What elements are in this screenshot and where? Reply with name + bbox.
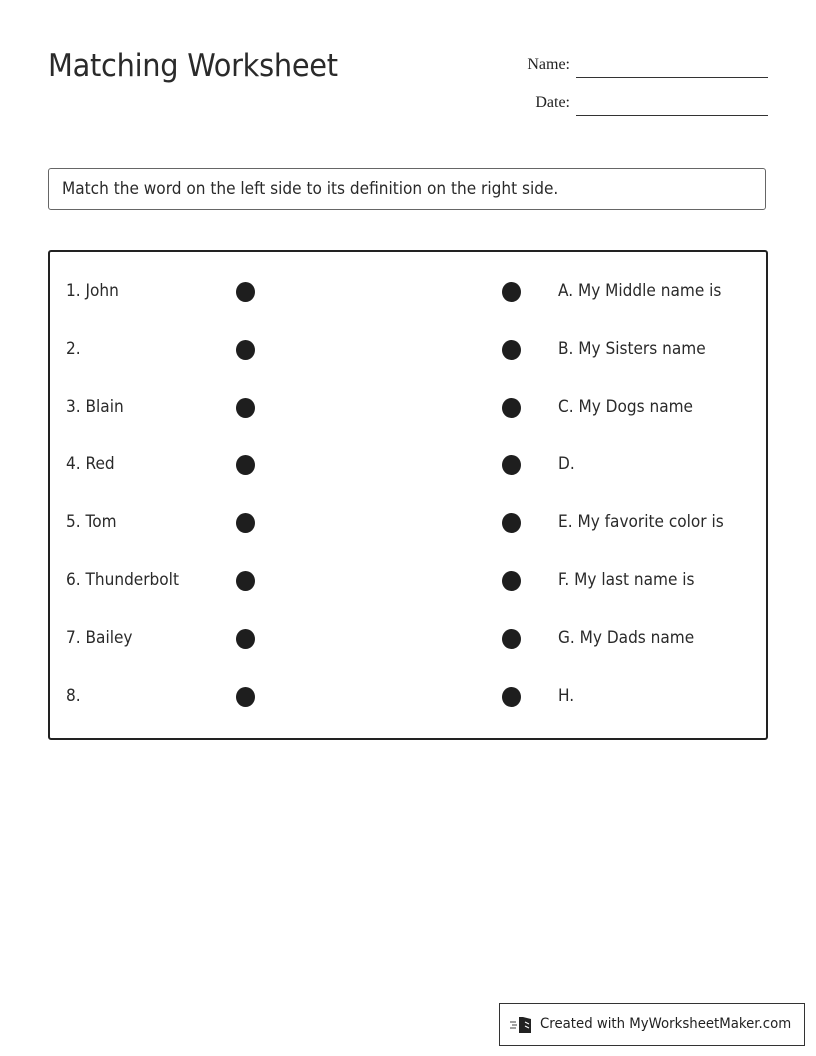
right-dot-icon[interactable]: [502, 629, 521, 649]
left-dot-icon[interactable]: [236, 398, 255, 418]
right-dot-icon[interactable]: [502, 340, 521, 360]
left-dot-icon[interactable]: [236, 513, 255, 533]
page-title: Matching Worksheet: [48, 48, 338, 84]
date-label: Date:: [535, 94, 570, 111]
worksheet-logo-icon: [510, 1015, 534, 1035]
right-item: B. My Sisters name: [558, 339, 706, 358]
left-item: 2.: [66, 339, 81, 358]
match-row: [50, 335, 766, 365]
right-dot-icon[interactable]: [502, 513, 521, 533]
right-item: A. My Middle name is: [558, 281, 722, 300]
right-dot-icon[interactable]: [502, 571, 521, 591]
right-dot-icon[interactable]: [502, 455, 521, 475]
left-dot-icon[interactable]: [236, 282, 255, 302]
match-row: [50, 624, 766, 654]
match-row: [50, 393, 766, 423]
right-dot-icon[interactable]: [502, 282, 521, 302]
match-row: [50, 566, 766, 596]
name-label: Name:: [527, 56, 570, 73]
name-field[interactable]: [508, 52, 768, 78]
left-item: 4. Red: [66, 454, 115, 473]
left-item: 1. John: [66, 281, 119, 300]
footer-credit[interactable]: [499, 1003, 805, 1046]
match-row: [50, 277, 766, 307]
right-item: H.: [558, 686, 575, 705]
instructions-text: Match the word on the left side to its definition on the right side.: [62, 179, 559, 198]
left-item: 8.: [66, 686, 81, 705]
name-line[interactable]: [576, 77, 768, 78]
right-dot-icon[interactable]: [502, 687, 521, 707]
right-item: G. My Dads name: [558, 628, 695, 647]
left-item: 3. Blain: [66, 397, 124, 416]
left-dot-icon[interactable]: [236, 571, 255, 591]
right-item: C. My Dogs name: [558, 397, 694, 416]
right-item: F. My last name is: [558, 570, 695, 589]
left-dot-icon[interactable]: [236, 340, 255, 360]
match-row: [50, 682, 766, 712]
left-item: 7. Bailey: [66, 628, 133, 647]
instructions-box: [48, 168, 766, 210]
left-dot-icon[interactable]: [236, 629, 255, 649]
footer-text: Created with MyWorksheetMaker.com: [540, 1016, 792, 1032]
matching-area: [48, 250, 768, 740]
left-dot-icon[interactable]: [236, 687, 255, 707]
date-line[interactable]: [576, 115, 768, 116]
right-dot-icon[interactable]: [502, 398, 521, 418]
left-dot-icon[interactable]: [236, 455, 255, 475]
left-item: 6. Thunderbolt: [66, 570, 179, 589]
date-field[interactable]: [508, 90, 768, 116]
right-item: E. My favorite color is: [558, 512, 724, 531]
match-row: [50, 450, 766, 480]
match-row: [50, 508, 766, 538]
right-item: D.: [558, 454, 575, 473]
left-item: 5. Tom: [66, 512, 117, 531]
